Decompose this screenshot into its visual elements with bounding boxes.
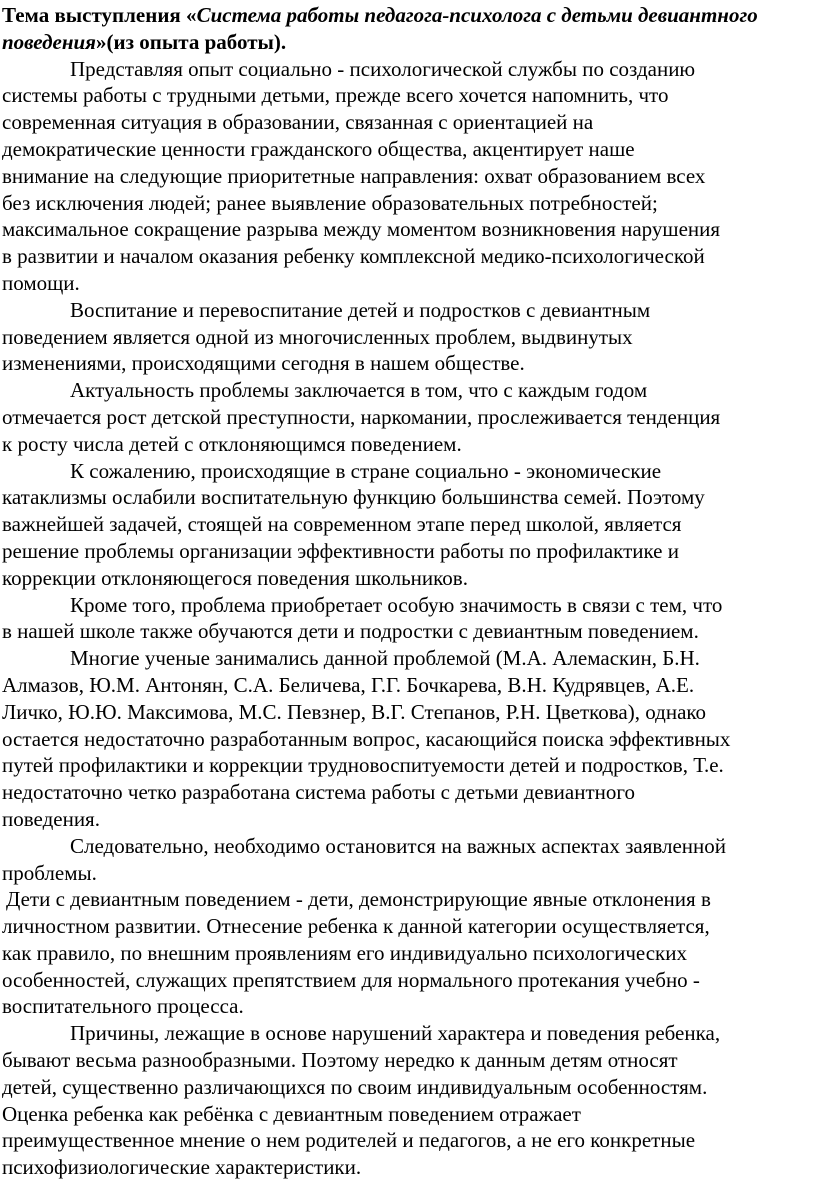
text-line: в развитии и началом оказания ребенку комплексной медико-психологической [2,244,705,269]
text-line: преимущественное мнение о нем родителей и педагогов, а не его конкретные [2,1128,696,1153]
text-line: как правило, по внешним проявлениям его индивидуально психологических [2,940,688,965]
paragraph-crisis [2,458,816,592]
text-line: помощи. [2,270,80,295]
text-line: Кроме того, проблема приобретает особую значимость в связи с тем, что [70,592,723,617]
title-topic: Система работы педагога-психолога с детьми девиантного поведения [2,3,758,54]
text-line: Следовательно, необходимо остановится на важных аспектах заявленной [70,833,727,858]
text-line: проблемы. [2,860,97,885]
text-line: Актуальность проблемы заключается в том, что с каждым годом [70,378,648,403]
text-line: Воспитание и перевоспитание детей и подростков с девиантным [70,297,651,322]
text-line: личностном развитии. Отнесение ребенка к данной категории осуществляется, [2,914,710,939]
text-line: важнейшей задачей, стоящей на современном этапе перед школой, является [2,512,682,537]
text-line: Личко, Ю.Ю. Максимова, М.С. Певзнер, В.Г. Степанов, Р.Н. Цветкова), однако [2,699,707,724]
text-line: Причины, лежащие в основе нарушений характера и поведения ребенка, [70,1021,721,1046]
text-line: без исключения людей; ранее выявление образовательных потребностей; [2,190,658,215]
text-line: современная ситуация в образовании, связанная с ориентацией на [2,110,594,135]
text-line: к росту числа детей с отклоняющимся поведением. [2,431,462,456]
text-line: Алмазов, Ю.М. Антонян, С.А. Беличева, Г.Г. Бочкарева, В.Н. Кудрявцев, А.Е. [2,672,695,697]
text-line: бывают весьма разнообразными. Поэтому нередко к данным детям относят [2,1048,678,1073]
paragraph-scholars [2,645,816,833]
paragraph-intro [2,56,816,297]
paragraph-causes [2,1020,816,1181]
text-line: Представляя опыт социально - психологической службы по созданию [70,56,696,81]
title-prefix: Тема выступления « [2,3,197,27]
text-line: максимальное сокращение разрыва между моментом возникновения нарушения [2,217,721,242]
paragraph-definition [2,886,816,1020]
text-line: катаклизмы ослабили воспитательную функцию большинства семей. Поэтому [2,485,705,510]
text-line: демократические ценности гражданского общества, акцентирует наше [2,136,635,161]
text-line: воспитательного процесса. [2,994,244,1019]
text-line: Дети с девиантным поведением - дети, демонстрирующие явные отклонения в [6,887,711,912]
paragraph-relevance [2,377,816,457]
text-line: изменениями, происходящими сегодня в нашем обществе. [2,351,525,376]
text-line: детей, существенно различающихся по своим индивидуальным особенностям. [2,1074,708,1099]
paragraph-upbringing [2,297,816,377]
document-title [2,2,816,56]
title-suffix: »(из опыта работы). [96,29,287,54]
text-line: путей профилактики и коррекции трудновоспитуемости детей и подростков, Т.е. [2,753,724,778]
paragraph-significance [2,592,816,646]
text-line: в нашей школе также обучаются дети и подростки с девиантным поведением. [2,619,699,644]
text-line: отмечается рост детской преступности, наркомании, прослеживается тенденция [2,404,721,429]
text-line: поведением является одной из многочисленных проблем, выдвинутых [2,324,633,349]
text-line: остается недостаточно разработанным вопрос, касающийся поиска эффективных [2,726,731,751]
text-line: решение проблемы организации эффективности работы по профилактике и [2,538,679,563]
text-line: поведения. [2,806,100,831]
text-line: системы работы с трудными детьми, прежде всего хочется напомнить, что [2,83,669,108]
text-line: Оценка ребенка как ребёнка с девиантным поведением отражает [2,1101,581,1126]
paragraph-consequently [2,833,816,887]
text-line: психофизиологические характеристики. [2,1155,362,1180]
text-line: К сожалению, происходящие в стране социально - экономические [70,458,662,483]
document-body [2,56,816,1181]
text-line: Многие ученые занимались данной проблемой (М.А. Алемаскин, Б.Н. [70,646,700,671]
text-line: недостаточно четко разработана система работы с детьми девиантного [2,780,635,805]
text-line: внимание на следующие приоритетные направления: охват образованием всех [2,163,706,188]
text-line: коррекции отклоняющегося поведения школьников. [2,565,468,590]
text-line: особенностей, служащих препятствием для нормального протекания учебно - [2,967,700,992]
